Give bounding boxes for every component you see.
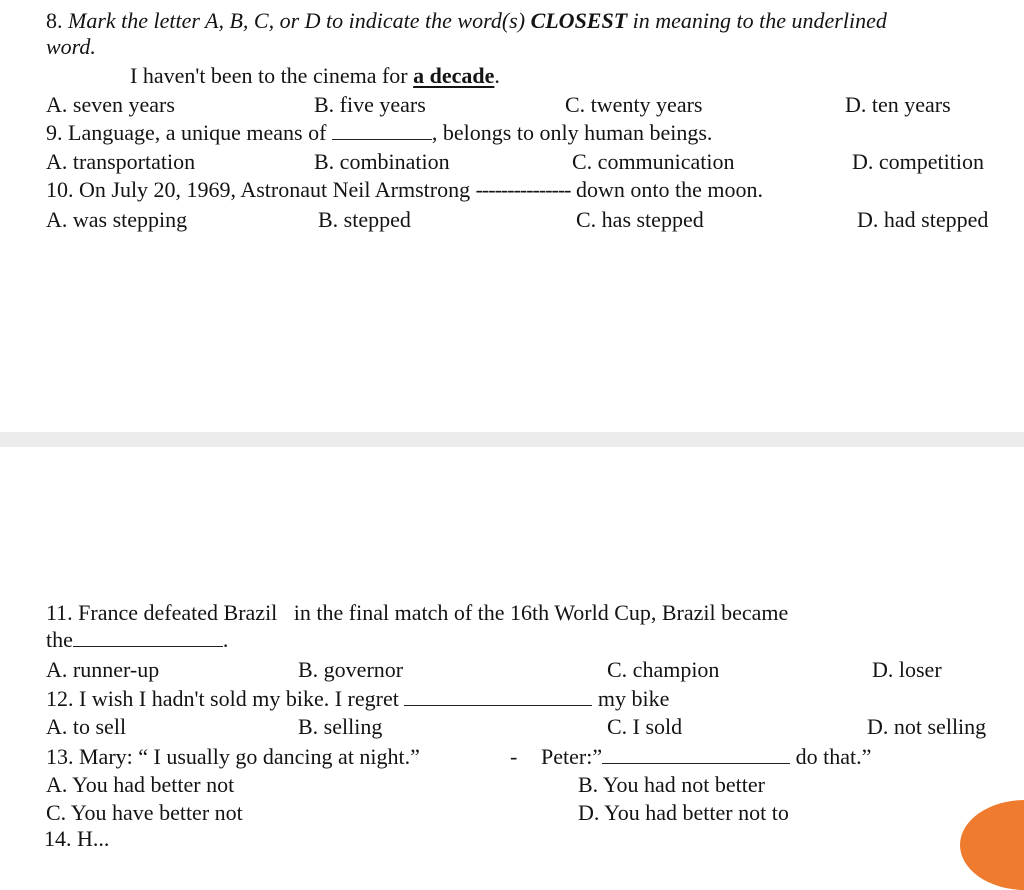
q11-stem-line2 [46, 627, 228, 653]
q8-option-d[interactable]: D. ten years [845, 92, 951, 117]
q12-stem-post: my bike [592, 686, 670, 711]
q11-option-d[interactable]: D. loser [872, 657, 942, 682]
q8-option-c[interactable]: C. twenty years [565, 92, 703, 117]
q13-separator: - [510, 744, 518, 769]
q11-option-b[interactable]: B. governor [298, 657, 404, 682]
q11-option-a[interactable]: A. runner-up [46, 657, 160, 682]
q10-stem [46, 177, 763, 203]
q14-cutoff-line: 14. H... [44, 826, 110, 851]
q13-option-b[interactable]: B. You had not better [578, 772, 765, 797]
q8-option-b[interactable]: B. five years [314, 92, 426, 117]
q12-stem-pre: 12. I wish I hadn't sold my bike. I regret [46, 686, 405, 711]
q9-stem-post: , belongs to only human beings. [431, 120, 713, 145]
q13-stem-peter [541, 744, 871, 770]
q8-instruction-keyword: CLOSEST [530, 8, 628, 33]
q8-instruction-line1 [46, 8, 887, 34]
q11-stem-line1: 11. France defeated Brazil in the final match of the 16th World Cup, Brazil became [46, 600, 789, 625]
q10-answer-dashes[interactable]: --------------- [475, 177, 571, 202]
q13-option-d[interactable]: D. You had better not to [578, 800, 789, 825]
q12-answer-blank[interactable] [404, 687, 592, 706]
q10-option-b[interactable]: B. stepped [318, 207, 411, 232]
page-separator [0, 432, 1024, 447]
q12-option-a[interactable]: A. to sell [46, 714, 127, 739]
q9-stem-pre: 9. Language, a unique means of [46, 120, 332, 145]
q13-peter-label: Peter:” [541, 744, 603, 769]
q9-option-c[interactable]: C. communication [572, 149, 735, 174]
q10-stem-post: down onto the moon. [570, 177, 764, 202]
q9-option-b[interactable]: B. combination [314, 149, 450, 174]
q10-option-a[interactable]: A. was stepping [46, 207, 188, 232]
q8-underlined-word: a decade [413, 63, 495, 88]
q8-sentence [130, 63, 500, 89]
q11-option-c[interactable]: C. champion [607, 657, 720, 682]
q11-answer-blank[interactable] [73, 628, 223, 647]
q8-instruction-text-2: in meaning to the underlined [627, 8, 887, 33]
q9-answer-blank[interactable] [332, 121, 432, 140]
q12-stem [46, 686, 669, 712]
q13-stem-mary: 13. Mary: “ I usually go dancing at night.” [46, 744, 420, 769]
q11-stem-post: . [222, 627, 229, 652]
q8-instruction-text-1: Mark the letter A, B, C, or D to indicate the word(s) [68, 8, 531, 33]
q10-option-c[interactable]: C. has stepped [576, 207, 704, 232]
q8-sentence-text: I haven't been to the cinema for [130, 63, 414, 88]
q8-sentence-end: . [494, 63, 500, 88]
q12-option-b[interactable]: B. selling [298, 714, 383, 739]
q13-stem-post: do that.” [790, 744, 872, 769]
q13-answer-blank[interactable] [602, 745, 790, 764]
q8-option-a[interactable]: A. seven years [46, 92, 175, 117]
q12-option-c[interactable]: C. I sold [607, 714, 683, 739]
q9-option-d[interactable]: D. competition [852, 149, 984, 174]
q8-instruction-line2: word. [46, 34, 96, 59]
q12-option-d[interactable]: D. not selling [867, 714, 987, 739]
q10-stem-pre: 10. On July 20, 1969, Astronaut Neil Armstrong [46, 177, 476, 202]
q13-option-c[interactable]: C. You have better not [46, 800, 243, 825]
q13-option-a[interactable]: A. You had better not [46, 772, 235, 797]
q9-stem [46, 120, 712, 146]
q10-option-d[interactable]: D. had stepped [857, 207, 989, 232]
q9-option-a[interactable]: A. transportation [46, 149, 196, 174]
q11-stem-pre: the [46, 627, 73, 652]
corner-decoration [960, 800, 1024, 890]
q8-number: 8. [46, 8, 68, 33]
